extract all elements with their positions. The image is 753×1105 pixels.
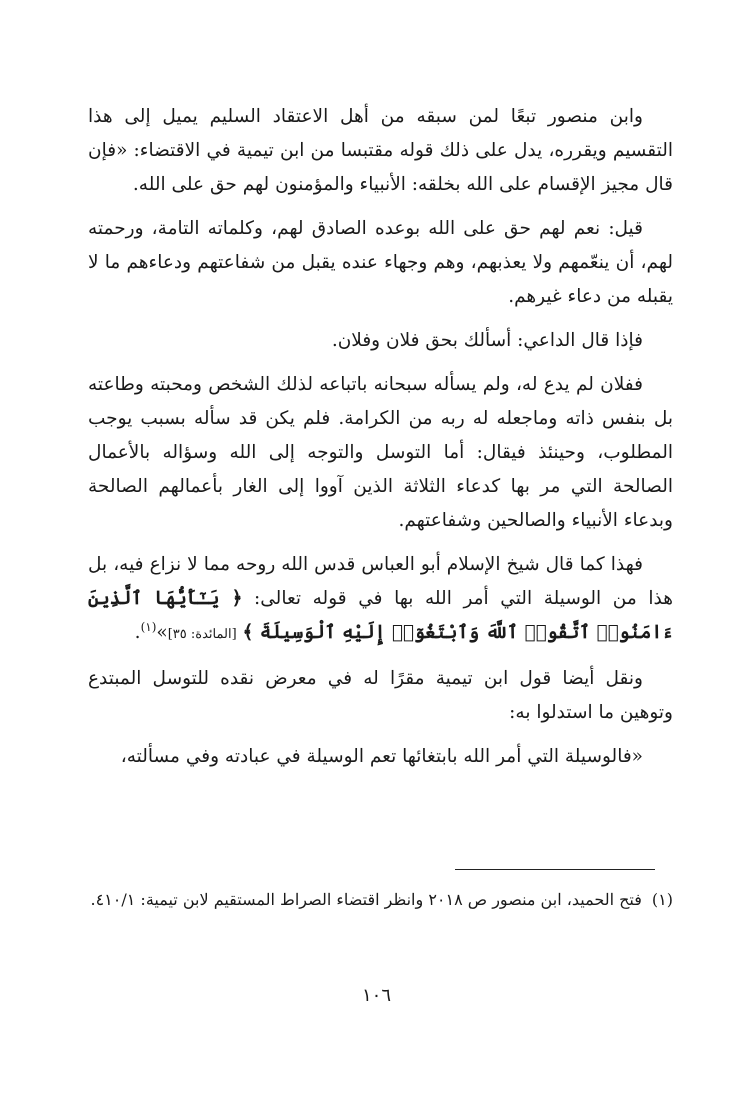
paragraph-5: [88, 548, 673, 652]
paragraph-6: ونقل أيضا قول ابن تيمية مقرًا له في معرض نقده للتوسل المبتدع وتوهين ما استدلوا به:: [88, 668, 673, 723]
paragraph-2: قيل: نعم لهم حق على الله بوعده الصادق لهم، وكلماته التامة، ورحمته لهم، أن ينعّمهم ولا يعذبهم، وهم وجهاء عنده يقبل من شفاعتهم ودعاءهم ما لا يقبله من دعاء غيرهم.: [88, 218, 673, 307]
footnote-number: (١): [651, 890, 673, 909]
footnote: [88, 885, 673, 915]
page-number: ١٠٦: [361, 985, 391, 1006]
sentence-end: .: [134, 622, 141, 643]
verse-citation: [المائدة: ٣٥]: [167, 627, 237, 642]
paragraph-5-text: فهذا كما قال شيخ الإسلام أبو العباس قدس الله روحه مما لا نزاع فيه، بل هذا من الوسيلة التي أمر الله بها في قوله تعالى:: [88, 554, 673, 609]
footnote-text: فتح الحميد، ابن منصور ص ٢٠١٨ وانظر اقتضاء الصراط المستقيم لابن تيمية: ٤١٠/١.: [90, 890, 642, 909]
paragraph-4: ففلان لم يدع له، ولم يسأله سبحانه باتباعه لذلك الشخص ومحبته وطاعته بل بنفس ذاته وماجعله له ربه من الكرامة. فلم يكن قد سأله بسبب يوجب المطلوب، وحينئذ فيقال: أما التوسل والتوجه إلى الله وسؤاله بالأعمال الصالحة التي مر بها كدعاء الثلاثة الذين آووا إلى الغار بأعمالهم الصالحة وبدعاء الأنبياء والصالحين وشفاعتهم.: [88, 374, 673, 531]
quran-verse: ﴿ يَـٰٓأَيُّهَا ٱلَّذِينَ ءَامَنُوا۟ ٱتَّقُوا۟ ٱللَّهَ وَٱبْتَغُوٓا۟ إِلَيْهِ ٱلْوَسِيلَةَ ﴾: [88, 588, 673, 643]
closing-quote: »: [156, 622, 168, 643]
paragraph-3: فإذا قال الداعي: أسألك بحق فلان وفلان.: [331, 330, 643, 351]
footnote-reference: (١): [140, 619, 157, 634]
paragraph-7: «فالوسيلة التي أمر الله بابتغائها تعم الوسيلة في عبادته وفي مسألته،: [120, 746, 643, 767]
paragraph-1: وابن منصور تبعًا لمن سبقه من أهل الاعتقاد السليم يميل إلى هذا التقسيم ويقرره، يدل على ذلك قوله مقتبسا من ابن تيمية في الاقتضاء: «فإن قال مجيز الإقسام على الله بخلقه: الأنبياء والمؤمنون لهم حق على الله.: [88, 106, 673, 195]
footnote-separator: [455, 869, 655, 870]
main-text: [88, 100, 673, 774]
